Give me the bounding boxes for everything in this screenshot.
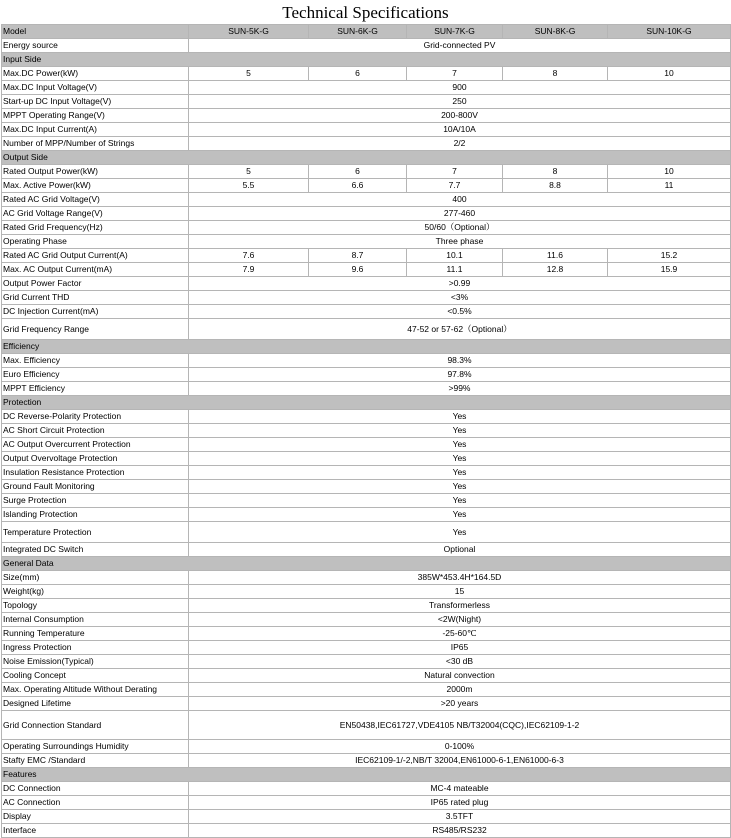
spec-label: Max. Operating Altitude Without Derating [2,683,189,697]
spec-value: Yes [189,424,731,438]
spec-label: Operating Surroundings Humidity [2,740,189,754]
spec-value: Optional [189,543,731,557]
spec-value: Yes [189,522,731,543]
spec-label: Integrated DC Switch [2,543,189,557]
spec-label: Rated AC Grid Output Current(A) [2,249,189,263]
section-row [2,768,731,782]
model-header: SUN-10K-G [608,25,731,39]
spec-label: DC Reverse-Polarity Protection [2,410,189,424]
spec-value: 11.6 [503,249,608,263]
spec-value: 10 [608,67,731,81]
spec-row [2,466,731,480]
spec-row [2,109,731,123]
spec-row [2,179,731,193]
spec-value: 9.6 [309,263,407,277]
spec-value: 8.8 [503,179,608,193]
spec-row [2,740,731,754]
spec-row [2,683,731,697]
spec-label: AC Output Overcurrent Protection [2,438,189,452]
spec-value: >20 years [189,697,731,711]
spec-value: Yes [189,452,731,466]
spec-row [2,522,731,543]
section-title: Efficiency [2,340,731,354]
model-header: SUN-5K-G [189,25,309,39]
spec-value: Three phase [189,235,731,249]
spec-value: Transformerless [189,599,731,613]
spec-row [2,480,731,494]
spec-value: Yes [189,466,731,480]
spec-value: 6 [309,67,407,81]
spec-row [2,95,731,109]
spec-label: MPPT Operating Range(V) [2,109,189,123]
spec-row [2,193,731,207]
spec-value: <3% [189,291,731,305]
spec-label: Max.DC Input Current(A) [2,123,189,137]
spec-row [2,494,731,508]
spec-label: Grid Current THD [2,291,189,305]
spec-value: 15.2 [608,249,731,263]
spec-row [2,319,731,340]
section-title: General Data [2,557,731,571]
spec-row [2,810,731,824]
spec-value: 5 [189,165,309,179]
section-title: Output Side [2,151,731,165]
spec-label: Cooling Concept [2,669,189,683]
section-title: Features [2,768,731,782]
spec-label: DC Injection Current(mA) [2,305,189,319]
spec-value: 10 [608,165,731,179]
spec-row [2,263,731,277]
spec-label: Internal Consumption [2,613,189,627]
spec-value: 12.8 [503,263,608,277]
spec-table [1,24,731,838]
spec-row [2,599,731,613]
spec-row [2,627,731,641]
spec-value: 11.1 [407,263,503,277]
spec-value: 7.7 [407,179,503,193]
spec-value: 6 [309,165,407,179]
spec-value: 15.9 [608,263,731,277]
spec-row [2,291,731,305]
spec-label: Grid Frequency Range [2,319,189,340]
spec-value: Yes [189,410,731,424]
spec-row [2,452,731,466]
spec-value: 8 [503,165,608,179]
spec-value: Yes [189,438,731,452]
spec-row [2,543,731,557]
spec-label: Noise Emission(Typical) [2,655,189,669]
section-row [2,396,731,410]
model-header: SUN-7K-G [407,25,503,39]
spec-value: 15 [189,585,731,599]
spec-label: Running Temperature [2,627,189,641]
spec-label: Output Overvoltage Protection [2,452,189,466]
spec-value: 900 [189,81,731,95]
spec-value: 98.3% [189,354,731,368]
spec-label: Topology [2,599,189,613]
model-header: SUN-6K-G [309,25,407,39]
spec-label: Grid Connection Standard [2,711,189,740]
spec-value: 3.5TFT [189,810,731,824]
header-label: Model [2,25,189,39]
spec-value: IEC62109-1/-2,NB/T 32004,EN61000-6-1,EN61000-6-3 [189,754,731,768]
spec-row [2,796,731,810]
spec-value: Grid-connected PV [189,39,731,53]
section-row [2,557,731,571]
spec-value: 2/2 [189,137,731,151]
spec-label: Operating Phase [2,235,189,249]
spec-value: 0-100% [189,740,731,754]
spec-row [2,655,731,669]
spec-row [2,81,731,95]
spec-table-body [2,25,731,838]
spec-value: <2W(Night) [189,613,731,627]
spec-label: Display [2,810,189,824]
spec-label: Rated Grid Frequency(Hz) [2,221,189,235]
section-title: Protection [2,396,731,410]
spec-row [2,508,731,522]
spec-row [2,571,731,585]
spec-row [2,137,731,151]
spec-row [2,424,731,438]
spec-value: MC-4 mateable [189,782,731,796]
spec-value: 5 [189,67,309,81]
spec-label: MPPT Efficiency [2,382,189,396]
spec-value: 10A/10A [189,123,731,137]
spec-row [2,249,731,263]
spec-row [2,669,731,683]
spec-value: 8.7 [309,249,407,263]
spec-label: Weight(kg) [2,585,189,599]
spec-label: Output Power Factor [2,277,189,291]
spec-value: 6.6 [309,179,407,193]
spec-row [2,207,731,221]
spec-value: RS485/RS232 [189,824,731,838]
spec-value: 277-460 [189,207,731,221]
spec-label: Max. AC Output Current(mA) [2,263,189,277]
spec-value: <30 dB [189,655,731,669]
spec-value: -25-60℃ [189,627,731,641]
spec-label: Max. Active Power(kW) [2,179,189,193]
spec-row [2,824,731,838]
spec-label: Rated AC Grid Voltage(V) [2,193,189,207]
spec-value: Yes [189,480,731,494]
spec-value: 50/60（Optional） [189,221,731,235]
spec-value: 97.8% [189,368,731,382]
spec-row [2,585,731,599]
spec-row [2,354,731,368]
spec-value: 8 [503,67,608,81]
spec-label: Max. Efficiency [2,354,189,368]
section-row [2,53,731,67]
spec-value: 385W*453.4H*164.5D [189,571,731,585]
spec-row [2,221,731,235]
spec-label: AC Grid Voltage Range(V) [2,207,189,221]
spec-label: Interface [2,824,189,838]
spec-label: Ingress Protection [2,641,189,655]
spec-value: 5.5 [189,179,309,193]
spec-value: 2000m [189,683,731,697]
spec-row [2,305,731,319]
spec-value: 7.6 [189,249,309,263]
spec-value: 250 [189,95,731,109]
spec-row [2,382,731,396]
spec-label: Temperature Protection [2,522,189,543]
spec-value: Yes [189,494,731,508]
spec-label: Ground Fault Monitoring [2,480,189,494]
section-title: Input Side [2,53,731,67]
spec-row [2,613,731,627]
spec-label: Designed Lifetime [2,697,189,711]
spec-label: DC Connection [2,782,189,796]
spec-value: 7 [407,165,503,179]
spec-value: 47-52 or 57-62（Optional） [189,319,731,340]
spec-label: Max.DC Power(kW) [2,67,189,81]
section-row [2,151,731,165]
spec-value: EN50438,IEC61727,VDE4105 NB/T32004(CQC),IEC62109-1-2 [189,711,731,740]
page-title: Technical Specifications [282,3,449,22]
spec-row [2,368,731,382]
spec-value: Yes [189,508,731,522]
spec-row [2,39,731,53]
spec-value: 400 [189,193,731,207]
spec-label: Rated Output Power(kW) [2,165,189,179]
spec-value: 11 [608,179,731,193]
spec-row [2,438,731,452]
spec-label: Surge Protection [2,494,189,508]
spec-row [2,165,731,179]
spec-value: IP65 [189,641,731,655]
spec-label: Islanding Protection [2,508,189,522]
spec-label: Energy source [2,39,189,53]
spec-label: Insulation Resistance Protection [2,466,189,480]
spec-row [2,711,731,740]
spec-value: 10.1 [407,249,503,263]
spec-label: Euro Efficiency [2,368,189,382]
spec-label: Max.DC Input Voltage(V) [2,81,189,95]
spec-value: 7 [407,67,503,81]
spec-value: IP65 rated plug [189,796,731,810]
spec-row [2,754,731,768]
spec-label: AC Short Circuit Protection [2,424,189,438]
section-row [2,340,731,354]
model-header: SUN-8K-G [503,25,608,39]
spec-row [2,123,731,137]
spec-value: >99% [189,382,731,396]
spec-label: Start-up DC Input Voltage(V) [2,95,189,109]
header-row [2,25,731,39]
spec-row [2,641,731,655]
spec-row [2,67,731,81]
spec-value: Natural convection [189,669,731,683]
spec-value: 7.9 [189,263,309,277]
spec-value: >0.99 [189,277,731,291]
spec-value: 200-800V [189,109,731,123]
spec-label: Size(mm) [2,571,189,585]
spec-row [2,410,731,424]
spec-value: <0.5% [189,305,731,319]
spec-row [2,277,731,291]
spec-label: Number of MPP/Number of Strings [2,137,189,151]
spec-row [2,235,731,249]
spec-label: AC Connection [2,796,189,810]
spec-label: Stafty EMC /Standard [2,754,189,768]
spec-row [2,697,731,711]
spec-row [2,782,731,796]
